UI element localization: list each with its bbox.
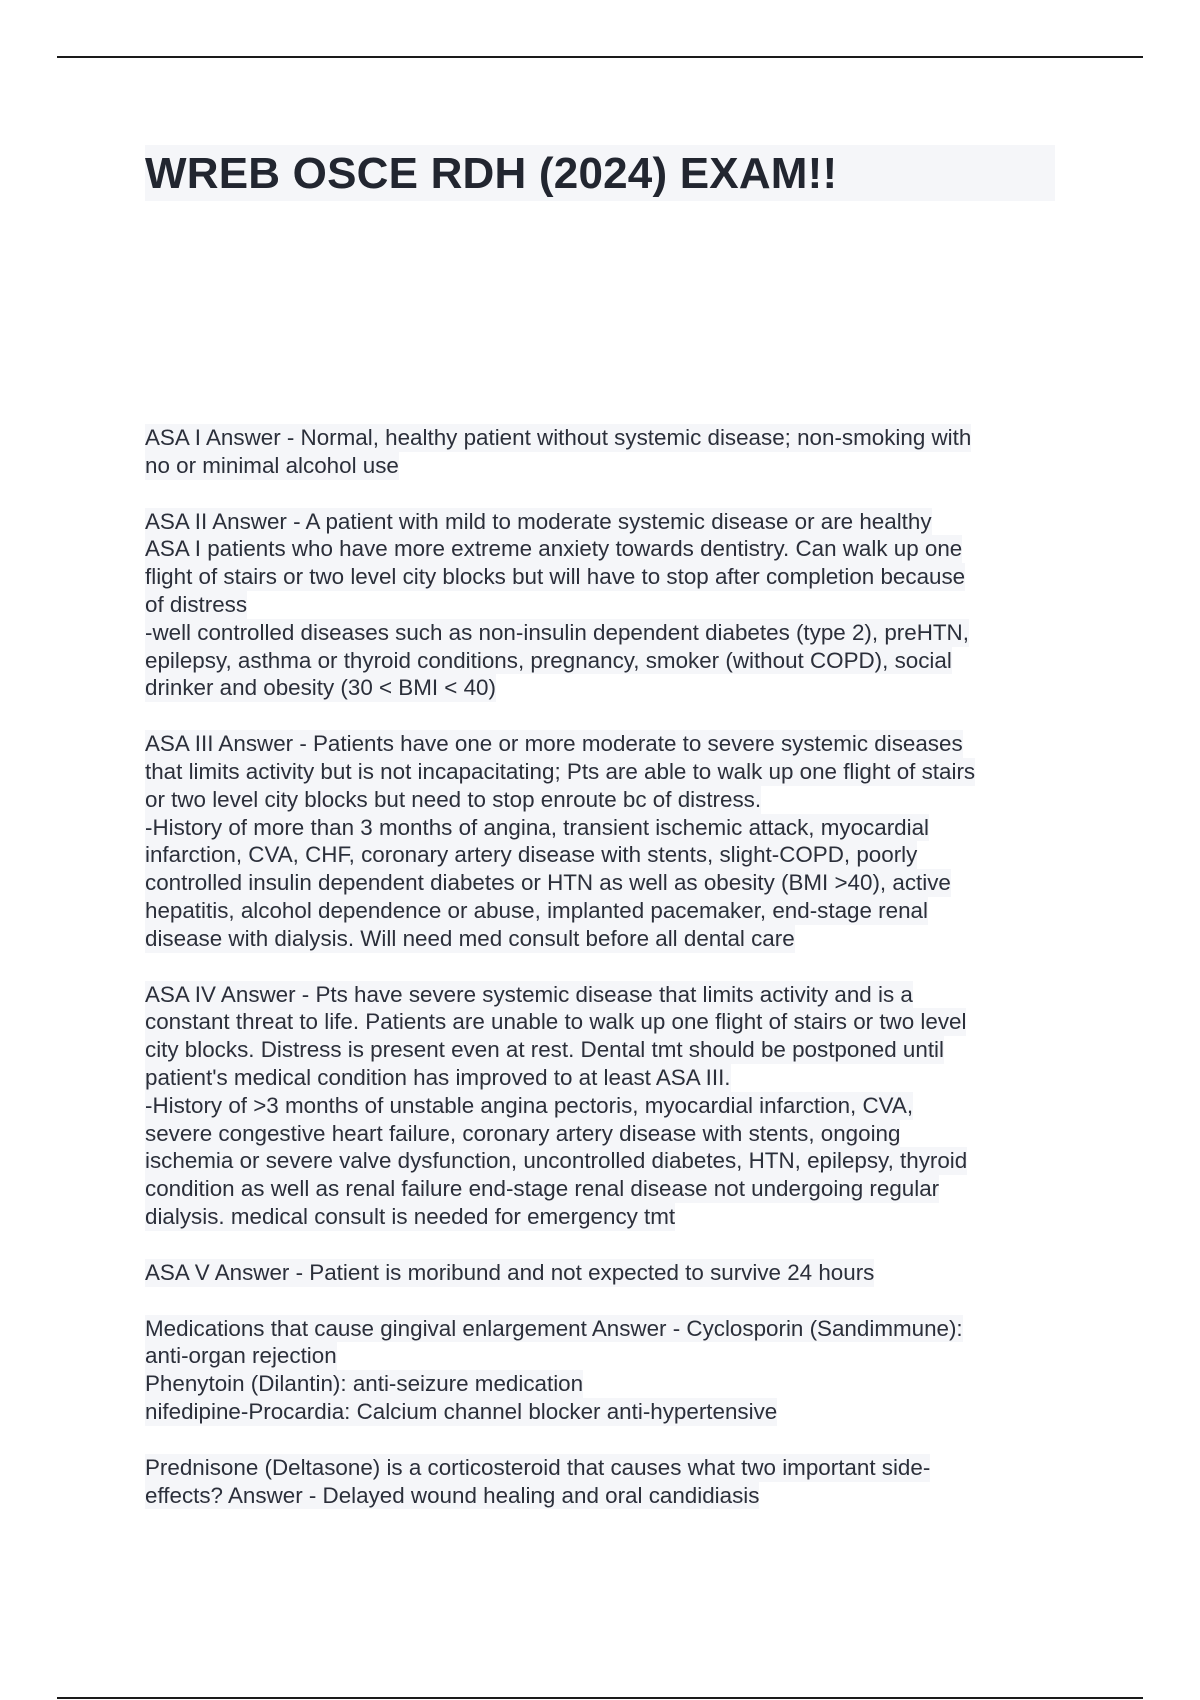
qa-text-line: Phenytoin (Dilantin): anti-seizure medication — [145, 1371, 584, 1397]
qa-text-line: -History of >3 months of unstable angina pectoris, myocardial infarction, CVA, — [145, 1092, 914, 1118]
qa-text-line: severe congestive heart failure, coronary artery disease with stents, ongoing — [145, 1120, 901, 1146]
qa-entry — [145, 424, 1055, 480]
bottom-rule — [57, 1697, 1143, 1699]
qa-text-line: drinker and obesity (30 < BMI < 40) — [145, 675, 496, 701]
qa-entry — [145, 508, 1055, 703]
qa-entry — [145, 1454, 1055, 1510]
qa-text-line: constant threat to life. Patients are unable to walk up one flight of stairs or two level — [145, 1009, 967, 1035]
qa-text-line: ASA I Answer - Normal, healthy patient without systemic disease; non-smoking with — [145, 425, 972, 450]
qa-entry — [145, 1259, 1055, 1287]
top-rule — [57, 56, 1143, 58]
qa-text-line: epilepsy, asthma or thyroid conditions, pregnancy, smoker (without COPD), social — [145, 647, 952, 673]
qa-text-line: city blocks. Distress is present even at rest. Dental tmt should be postponed until — [145, 1037, 944, 1063]
qa-text-line: controlled insulin dependent diabetes or HTN as well as obesity (BMI >40), active — [145, 870, 951, 896]
qa-text-line: ASA IV Answer - Pts have severe systemic disease that limits activity and is a — [145, 981, 913, 1007]
qa-text-line: disease with dialysis. Will need med consult before all dental care — [145, 925, 795, 951]
qa-text-line: infarction, CVA, CHF, coronary artery disease with stents, slight-COPD, poorly — [145, 842, 918, 868]
qa-entry — [145, 1315, 1055, 1426]
qa-text-line: no or minimal alcohol use — [145, 452, 399, 478]
qa-text-line: anti-organ rejection — [145, 1343, 337, 1369]
qa-text-line: ASA V Answer - Patient is moribund and not expected to survive 24 hours — [145, 1259, 875, 1285]
qa-text-line: ASA III Answer - Patients have one or more moderate to severe systemic diseases — [145, 731, 963, 757]
qa-entry — [145, 981, 1055, 1231]
qa-text-line: ischemia or severe valve dysfunction, uncontrolled diabetes, HTN, epilepsy, thyroid — [145, 1148, 968, 1174]
qa-text-line: Medications that cause gingival enlargement Answer - Cyclosporin (Sandimmune): — [145, 1315, 963, 1341]
qa-text-line: -History of more than 3 months of angina, transient ischemic attack, myocardial — [145, 814, 930, 840]
qa-text-line: nifedipine-Procardia: Calcium channel blocker anti-hypertensive — [145, 1398, 778, 1424]
document-body — [145, 424, 1055, 1537]
qa-text-line: condition as well as renal failure end-stage renal disease not undergoing regular — [145, 1176, 940, 1202]
title-block — [145, 145, 1055, 201]
qa-text-line: flight of stairs or two level city blocks but will have to stop after completion because — [145, 564, 966, 590]
qa-text-line: patient's medical condition has improved to at least ASA III. — [145, 1064, 731, 1090]
qa-text-line: that limits activity but is not incapacitating; Pts are able to walk up one flight of stairs — [145, 758, 976, 784]
qa-text-line: -well controlled diseases such as non-insulin dependent diabetes (type 2), preHTN, — [145, 619, 969, 645]
qa-text-line: Prednisone (Deltasone) is a corticosteroid that causes what two important side- — [145, 1454, 931, 1480]
qa-text-line: hepatitis, alcohol dependence or abuse, implanted pacemaker, end-stage renal — [145, 897, 928, 923]
qa-text-line: effects? Answer - Delayed wound healing and oral candidiasis — [145, 1482, 760, 1508]
qa-text-line: ASA I patients who have more extreme anxiety towards dentistry. Can walk up one — [145, 536, 963, 562]
page-title: WREB OSCE RDH (2024) EXAM!! — [145, 149, 838, 198]
qa-text-line: or two level city blocks but need to stop enroute bc of distress. — [145, 786, 762, 812]
qa-text-line: ASA II Answer - A patient with mild to moderate systemic disease or are healthy — [145, 508, 932, 534]
qa-text-line: dialysis. medical consult is needed for emergency tmt — [145, 1203, 676, 1229]
qa-text-line: of distress — [145, 591, 248, 617]
qa-entry — [145, 730, 1055, 952]
